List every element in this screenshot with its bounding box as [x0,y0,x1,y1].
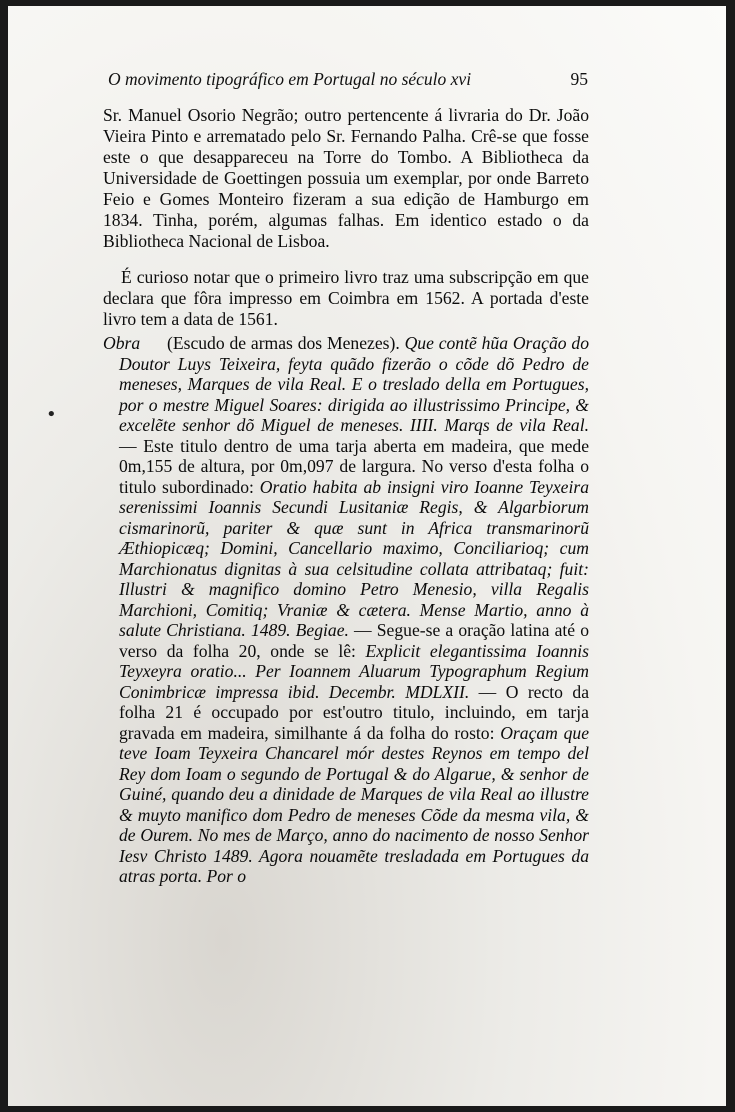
header-title: O movimento tipográfico em Portugal no século xvi [108,69,472,89]
entry-s6: Explicit elegantissima Ioannis Teyxeyra oratio... Per Ioannem Aluarum Typographum Regium Conimbricæ impressa ibid. Decembr. MDLXII. [119,640,589,702]
entry-label: Obra [103,333,141,353]
bibliographic-entry [103,333,589,887]
entry-body [119,333,589,887]
margin-dot: • [46,404,57,425]
entry-s5: — Segue-se a oração latina até o verso da folha 20, onde se lê: [119,620,589,661]
paragraph-2 [103,267,589,330]
paragraph-1-text: Sr. Manuel Osorio Negrão; outro pertencente á livraria do Dr. João Vieira Pinto e arrematado pelo Sr. Fernando Palha. Crê-se que fosse este o que desappareceu na Torre do Tombo. A Bibliotheca da Universidade de Goettingen possuia um exemplar, por onde Barreto Feio e Gomes Monteiro fizeram a sua edição de Hamburgo em 1834. Tinha, porém, algumas falhas. Em identico estado o da Bibliotheca Nacional de Lisboa. [103,105,589,251]
entry-s8: Oraçam que teve Ioam Teyxeira Chancarel mór destes Reynos em tempo del Rey dom Ioam o segundo de Portugal & do Algarue, & senhor de Guiné, quando deu a dinidade de Marques de vila Real ao illustre & muyto manifico dom Pedro de meneses Cõde da mesma vila, & de Ourem. No mes de Março, anno do nacimento de nosso Senhor Iesv Christo 1489. Agora nouamẽte tresladada em Portugues da atras porta. Por o [119,722,589,886]
entry-s3: — Este titulo dentro de uma tarja aberta em madeira, que mede 0m,155 de altura, por 0m,097 de largura. No verso d'esta folha o titulo subordinado: [119,435,589,497]
page-number: 95 [570,69,588,89]
book-page [8,6,726,1106]
entry-s7: — O recto da folha 21 é occupado por est'outro titulo, incluindo, em tarja gravada em madeira, similhante á da folha do rosto: [119,681,589,743]
running-header [108,69,588,90]
entry-s4: Oratio habita ab insigni viro Ioanne Teyxeira serenissimi Ioannis Secundi Lusitaniæ Regis, & Algarbiorum cismarinorũ, pariter & quæ sunt in Africa transmarinorũ Æthiopicæq; Domini, Cancellario maximo, Conciliarioq; cum Marchionatus dignitas à sua celsitudine collata attribataq; fuit: Illustri & magnifico domino Petro Menesio, villa Regalis Marchioni, Comitiq; Vraniæ & cætera. Mense Martio, anno à salute Christiana. 1489. Begiae. [119,476,589,640]
paragraph-2-text: É curioso notar que o primeiro livro traz uma subscripção em que declara que fôra impresso em Coimbra em 1562. A portada d'este livro tem a data de 1561. [103,267,589,329]
entry-s2: Que contẽ hũa Oração do Doutor Luys Teixeira, feyta quãdo fizerão o cõde dõ Pedro de meneses, Marques de vila Real. E o treslado della em Portugues, por o mestre Miguel Soares: dirigida ao illustrissimo Principe, & excelẽte senhor dõ Miguel de meneses. IIII. Marqs de vila Real. [119,333,589,435]
paragraph-1 [103,105,589,252]
entry-s1: (Escudo de armas dos Menezes). [167,333,405,353]
